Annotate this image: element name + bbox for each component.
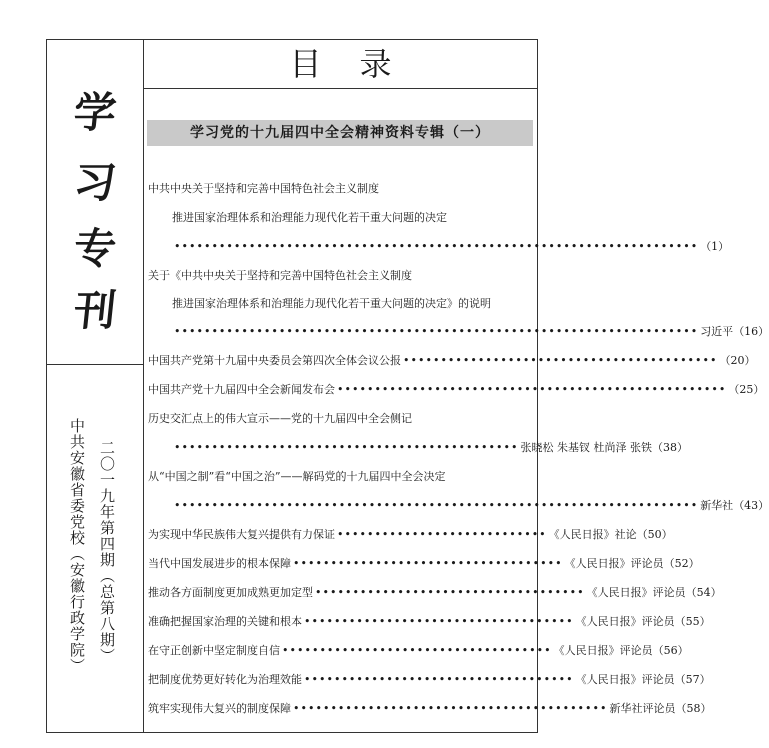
masthead-char-4: 刊 [71, 286, 119, 335]
dot-leader: •••••••••••••••••••••••••••••••••••• [304, 615, 574, 628]
toc-entry-10 [148, 613, 711, 629]
toc-entry-1-line-1: 中共中央关于坚持和完善中国特色社会主义制度 [148, 182, 379, 195]
toc-entry-2-line-1: 关于《中共中央关于坚持和完善中国特色社会主义制度 [148, 269, 412, 282]
toc-entry-11 [148, 642, 689, 658]
toc-title-row [144, 40, 537, 89]
page-number: （50） [636, 528, 673, 541]
page-number: （20） [719, 354, 756, 367]
toc-title: 目录 [289, 45, 430, 83]
toc-entry-8 [148, 555, 700, 571]
author: 新华社 [700, 499, 734, 512]
entry-title: 中国共产党十九届四中全会新闻发布会 [148, 383, 335, 396]
author: 张晓松 朱基钗 杜尚泽 张铁 [520, 441, 652, 454]
dot-leader: •••••••••••••••••••••••••••••••••••••••••••••••••••••••••••••••••••••• [174, 325, 699, 338]
issue-vertical: 二〇一九年第四期（总第八期） [98, 440, 116, 664]
section-heading: 学习党的十九届四中全会精神资料专辑（一） [147, 120, 533, 146]
dot-leader: •••••••••••••••••••••••••••••••••••• [304, 673, 574, 686]
page-number: （55） [674, 615, 711, 628]
author: 《人民日报》社论 [548, 528, 637, 541]
page-number: （58） [675, 702, 712, 715]
toc-entry-5-line-1: 历史交汇点上的伟大宣示——党的十九届四中全会侧记 [148, 412, 412, 425]
page-number: （57） [674, 673, 711, 686]
toc-entry-7 [148, 526, 673, 542]
entry-title: 推动各方面制度更加成熟更加定型 [148, 586, 313, 599]
entry-title: 准确把握国家治理的关键和根本 [148, 615, 302, 628]
masthead-char-1: 学 [71, 88, 119, 137]
author: 《人民日报》评论员 [564, 557, 664, 570]
toc-entry-3 [148, 352, 756, 368]
toc-entry-1-leader [172, 238, 730, 254]
dot-leader: •••••••••••••••••••••••••••••••••••• [315, 586, 585, 599]
toc-entry-6-line-1: 从“中国之制”看“中国之治”——解码党的十九届四中全会决定 [148, 470, 446, 483]
entry-title: 把制度优势更好转化为治理效能 [148, 673, 302, 686]
dot-leader: •••••••••••••••••••••••••••••••••••••••••••••••••••• [337, 383, 727, 396]
entry-title: 中国共产党第十九届中央委员会第四次全体会议公报 [148, 354, 401, 367]
toc-entry-4 [148, 381, 765, 397]
toc-entry-1-line-2: 推进国家治理体系和治理能力现代化若干重大问题的决定 [172, 211, 447, 224]
toc-entry-6-leader [172, 497, 769, 513]
dot-leader: •••••••••••••••••••••••••••••••••••••••••• [293, 702, 608, 715]
toc-entry-2-line-2: 推进国家治理体系和治理能力现代化若干重大问题的决定》的说明 [172, 297, 491, 310]
masthead-logo [47, 40, 143, 365]
dot-leader: •••••••••••••••••••••••••••••••••••••••••• [403, 354, 718, 367]
author: 《人民日报》评论员 [586, 586, 686, 599]
dot-leader: •••••••••••••••••••••••••••••••••••••••••••••••••••••••••••••••••••••• [174, 240, 699, 253]
page-number: （25） [728, 383, 765, 396]
dot-leader: •••••••••••••••••••••••••••• [337, 528, 547, 541]
masthead-char-2: 习 [71, 158, 119, 207]
page-number: （56） [652, 644, 689, 657]
entry-title: 当代中国发展进步的根本保障 [148, 557, 291, 570]
author: 《人民日报》评论员 [575, 673, 675, 686]
toc-entry-13 [148, 700, 712, 716]
toc-entry-12 [148, 671, 711, 687]
page-number: （52） [663, 557, 700, 570]
publisher-vertical: 中共安徽省委党校（安徽行政学院） [68, 418, 86, 674]
toc-entry-9 [148, 584, 722, 600]
page-number: （1） [700, 240, 730, 253]
entry-title: 筑牢实现伟大复兴的制度保障 [148, 702, 291, 715]
author: 习近平 [700, 325, 734, 338]
entry-title: 在守正创新中坚定制度自信 [148, 644, 280, 657]
author: 新华社评论员 [609, 702, 676, 715]
dot-leader: •••••••••••••••••••••••••••••••••••••••••••••••••••••••••••••••••••••• [174, 499, 699, 512]
masthead-char-3: 专 [71, 224, 119, 273]
dot-leader: •••••••••••••••••••••••••••••••••••• [282, 644, 552, 657]
page-number: （43） [733, 499, 769, 512]
author: 《人民日报》评论员 [553, 644, 653, 657]
page-number: （54） [685, 586, 722, 599]
entry-title: 为实现中华民族伟大复兴提供有力保证 [148, 528, 335, 541]
masthead-column [47, 40, 144, 732]
toc-column [144, 40, 769, 732]
page-number: （16） [733, 325, 769, 338]
dot-leader: •••••••••••••••••••••••••••••••••••••••••••••• [174, 441, 519, 454]
contents-frame [46, 39, 769, 733]
page-number: （38） [651, 441, 688, 454]
dot-leader: •••••••••••••••••••••••••••••••••••• [293, 557, 563, 570]
author: 《人民日报》评论员 [575, 615, 675, 628]
toc-entry-2-leader [172, 323, 769, 339]
toc-entry-5-leader [172, 439, 688, 455]
